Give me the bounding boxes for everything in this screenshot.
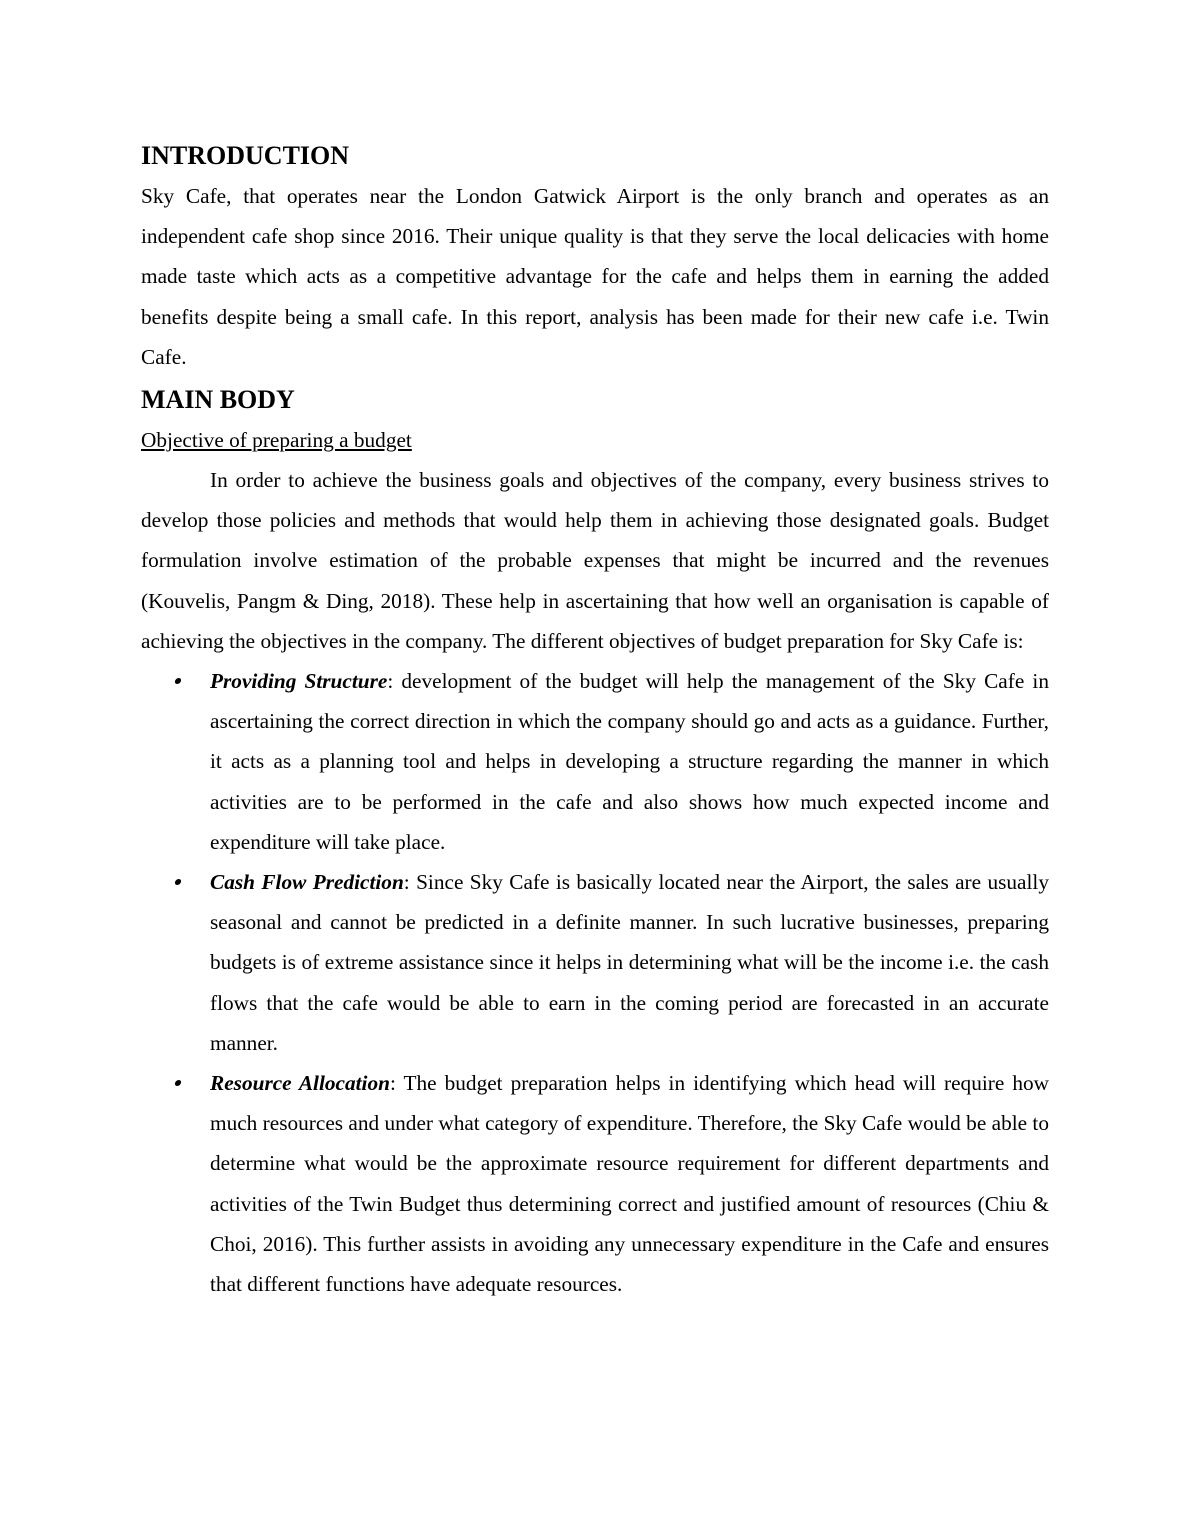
list-item-text	[210, 661, 1049, 862]
list-item-term: Providing Structure	[210, 669, 388, 694]
list-item-term: Cash Flow Prediction	[210, 870, 404, 895]
bullet-icon	[174, 879, 182, 885]
introduction-heading: INTRODUCTION	[141, 141, 350, 170]
main-body-paragraph: In order to achieve the business goals and objectives of the company, every business strives to develop those policies and methods that would help them in achieving those designated goals. Budget formulation involve estimation of the probable expenses that might be incurred and the revenues (Kouvelis, Pangm & Ding, 2018). These help in ascertaining that how well an organisation is capable of achieving the objectives in the company. The different objectives of budget preparation for Sky Cafe is:	[141, 468, 1049, 653]
list-item-description: : The budget preparation helps in identifying which head will require how much resources and under what category of expenditure. Therefore, the Sky Cafe would be able to determine what would be the approximate resource requirement for different departments and activities of the Twin Budget thus determining correct and justified amount of resources (Chiu & Choi, 2016). This further assists in avoiding any unnecessary expenditure in the Cafe and ensures that different functions have adequate resources.	[210, 1071, 1049, 1297]
list-item-description: : development of the budget will help the management of the Sky Cafe in ascertaining the correct direction in which the company should go and acts as a guidance. Further, it acts as a planning tool and helps in developing a structure regarding the manner in which activities are to be performed in the cafe and also shows how much expected income and expenditure will take place.	[210, 669, 1050, 854]
list-item	[141, 1063, 1049, 1304]
budget-objective-subheading: Objective of preparing a budget	[141, 428, 412, 453]
document-page	[141, 136, 1049, 1304]
introduction-paragraph: Sky Cafe, that operates near the London Gatwick Airport is the only branch and operates as an independent cafe shop since 2016. Their unique quality is that they serve the local delicacies with home made taste which acts as a competitive advantage for the cafe and helps them in earning the added benefits despite being a small cafe. In this report, analysis has been made for their new cafe i.e. Twin Cafe.	[141, 184, 1049, 369]
list-item-text	[210, 862, 1049, 1063]
objectives-list	[141, 661, 1049, 1304]
list-item-text	[210, 1063, 1049, 1304]
bullet-icon	[174, 678, 182, 684]
list-item	[141, 862, 1049, 1063]
bullet-icon	[174, 1080, 182, 1086]
list-item-description: : Since Sky Cafe is basically located near the Airport, the sales are usually seasonal and cannot be predicted in a definite manner. In such lucrative businesses, preparing budgets is of extreme assistance since it helps in determining what will be the income i.e. the cash flows that the cafe would be able to earn in the coming period are forecasted in an accurate manner.	[210, 870, 1049, 1055]
list-item	[141, 661, 1049, 862]
main-body-heading: MAIN BODY	[141, 385, 295, 415]
list-item-term: Resource Allocation	[210, 1071, 390, 1096]
